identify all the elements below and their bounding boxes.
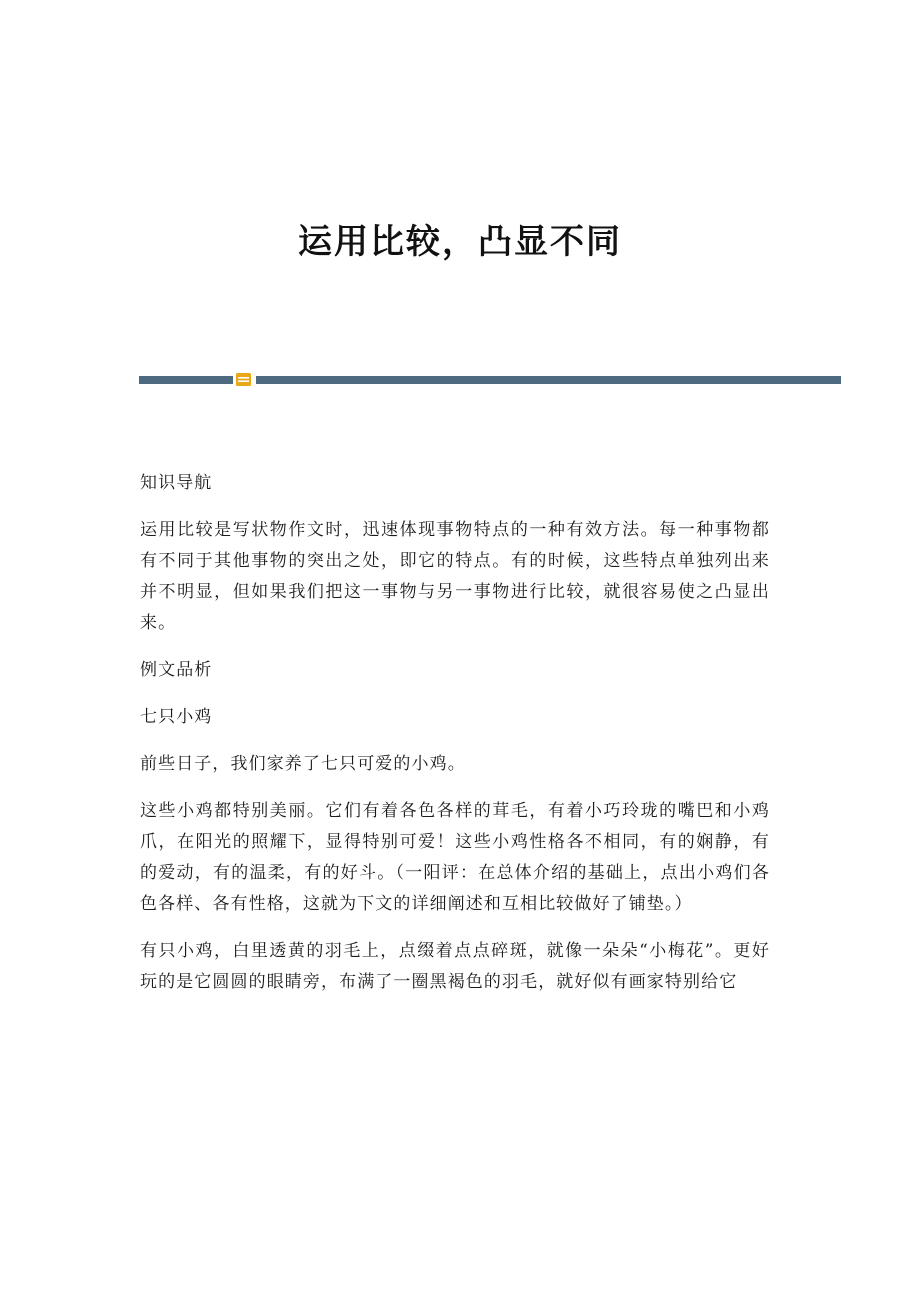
body-paragraph: 前些日子，我们家养了七只可爱的小鸡。 — [140, 754, 466, 774]
document-title: 运用比较，凸显不同 — [298, 222, 622, 262]
section-heading: 例文品析 — [140, 660, 213, 680]
divider-emblem-icon — [236, 373, 251, 386]
document-body — [140, 468, 770, 1014]
divider-bar-left — [139, 376, 233, 384]
section-heading: 知识导航 — [140, 473, 213, 493]
title-divider — [139, 373, 841, 385]
divider-bar-right — [256, 376, 841, 384]
body-paragraph: 这些小鸡都特别美丽。它们有着各色各样的茸毛，有着小巧玲珑的嘴巴和小鸡爪，在阳光的照耀下，显得特别可爱！这些小鸡性格各不相同，有的娴静，有的爱动，有的温柔，有的好斗。（一阳评：在总体介绍的基础上，点出小鸡们各色各样、各有性格，这就为下文的详细阐述和互相比较做好了铺垫。） — [140, 801, 770, 914]
section-heading: 七只小鸡 — [140, 707, 213, 727]
body-paragraph: 运用比较是写状物作文时，迅速体现事物特点的一种有效方法。每一种事物都有不同于其他事物的突出之处，即它的特点。有的时候，这些特点单独列出来并不明显，但如果我们把这一事物与另一事物进行比较，就很容易使之凸显出来。 — [140, 520, 770, 633]
body-paragraph: 有只小鸡，白里透黄的羽毛上，点缀着点点碎斑，就像一朵朵“小梅花”。更好玩的是它圆圆的眼睛旁，布满了一圈黑褐色的羽毛，就好似有画家特别给它 — [140, 941, 770, 992]
